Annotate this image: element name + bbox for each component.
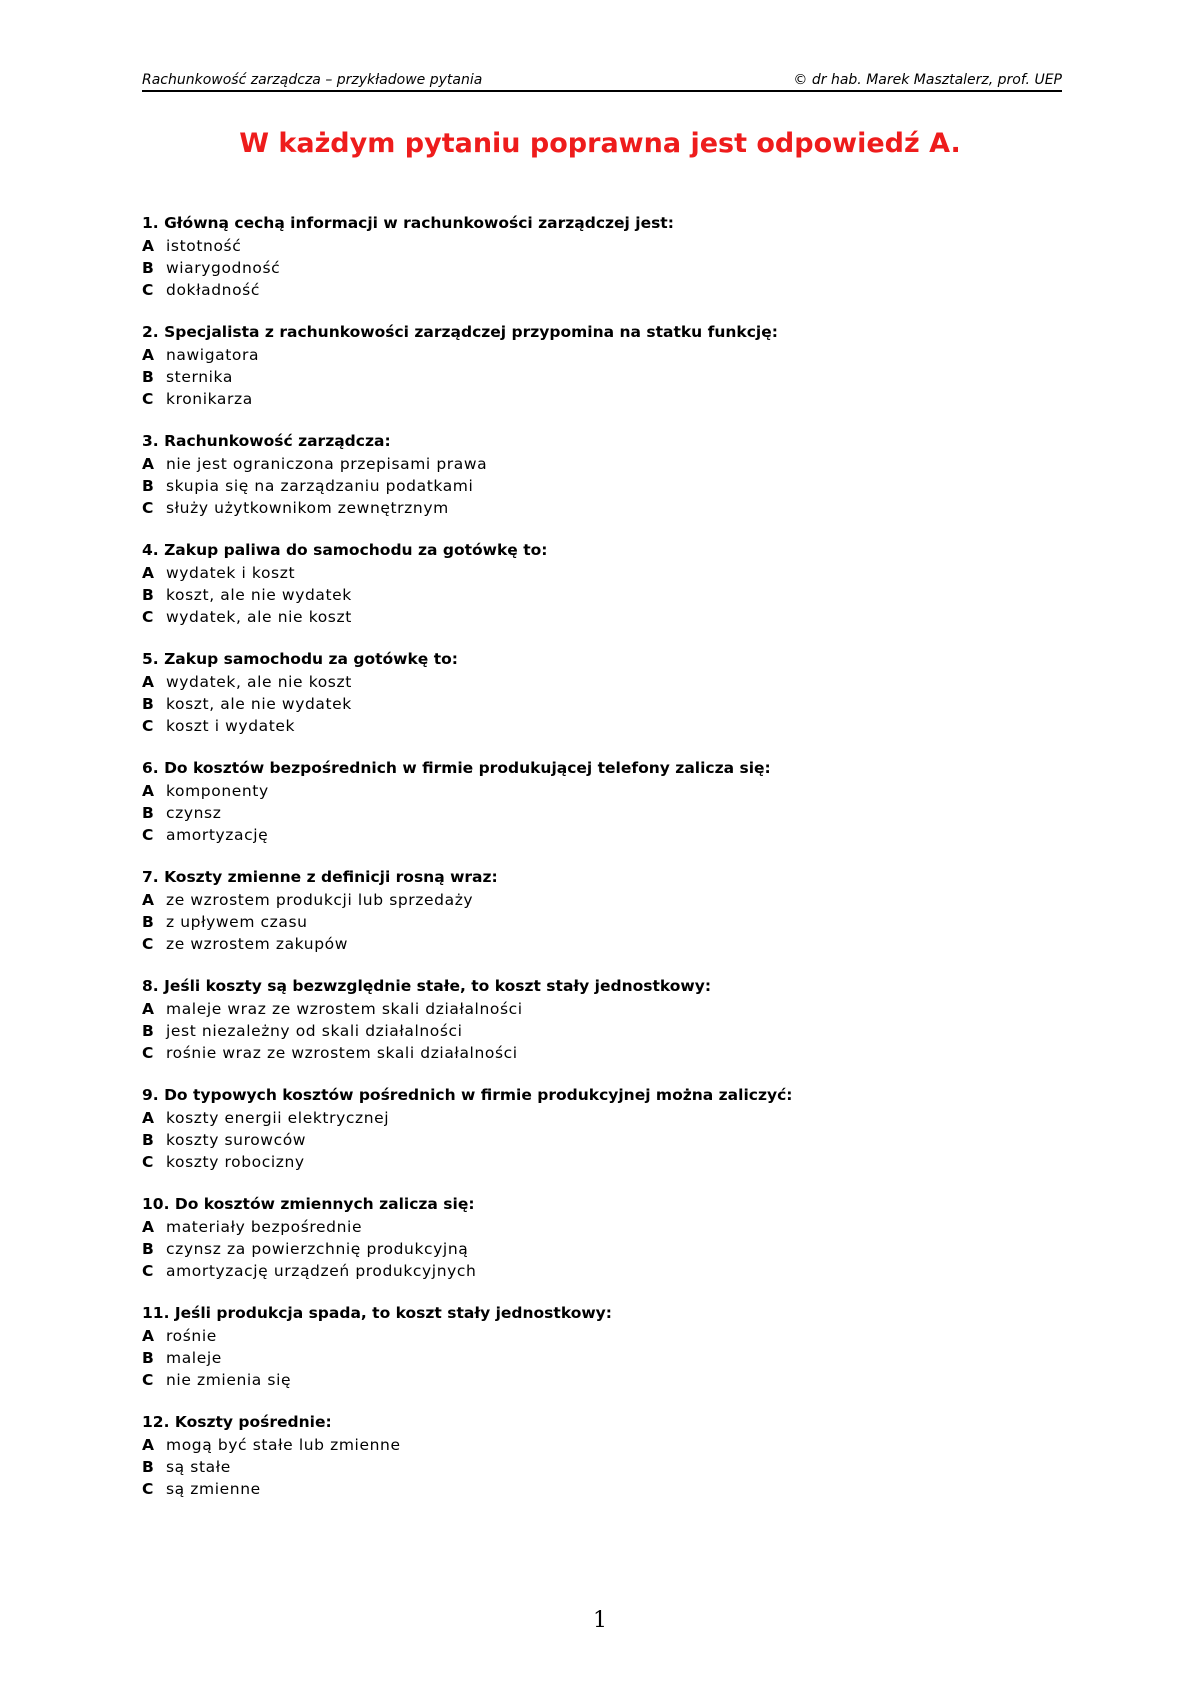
answer-text: koszt, ale nie wydatek xyxy=(166,695,352,713)
answer-option xyxy=(142,693,1062,715)
answer-letter: A xyxy=(142,1000,154,1018)
answer-option xyxy=(142,1042,1062,1064)
question-block xyxy=(142,1303,1062,1391)
answer-letter: A xyxy=(142,237,154,255)
answer-text: kronikarza xyxy=(166,390,253,408)
answer-text: maleje wraz ze wzrostem skali działalności xyxy=(166,1000,523,1018)
answer-text: amortyzację urządzeń produkcyjnych xyxy=(166,1262,477,1280)
answer-letter: C xyxy=(142,1371,154,1389)
question-block xyxy=(142,540,1062,628)
answer-letter: A xyxy=(142,346,154,364)
question-text: 9. Do typowych kosztów pośrednich w firmie produkcyjnej można zaliczyć: xyxy=(142,1086,793,1104)
answer-text: sternika xyxy=(166,368,233,386)
answer-text: koszty energii elektrycznej xyxy=(166,1109,390,1127)
answer-option xyxy=(142,1478,1062,1500)
answer-letter: C xyxy=(142,935,154,953)
answer-letter: A xyxy=(142,1327,154,1345)
answer-text: są zmienne xyxy=(166,1480,261,1498)
answer-letter: C xyxy=(142,390,154,408)
answer-option xyxy=(142,1456,1062,1478)
answer-option xyxy=(142,671,1062,693)
question-block xyxy=(142,976,1062,1064)
answer-text: koszt i wydatek xyxy=(166,717,296,735)
answer-option xyxy=(142,911,1062,933)
answer-text: rośnie wraz ze wzrostem skali działalności xyxy=(166,1044,518,1062)
answer-option xyxy=(142,453,1062,475)
answer-option xyxy=(142,1216,1062,1238)
answer-text: jest niezależny od skali działalności xyxy=(166,1022,463,1040)
answer-text: z upływem czasu xyxy=(166,913,308,931)
answer-letter: B xyxy=(142,368,154,386)
answer-option xyxy=(142,366,1062,388)
answer-letter: B xyxy=(142,1349,154,1367)
answer-option xyxy=(142,780,1062,802)
answer-option xyxy=(142,1107,1062,1129)
answer-text: nie jest ograniczona przepisami prawa xyxy=(166,455,488,473)
question-block xyxy=(142,1412,1062,1500)
answer-option xyxy=(142,715,1062,737)
answer-text: koszty surowców xyxy=(166,1131,307,1149)
answer-option xyxy=(142,1020,1062,1042)
question-text: 4. Zakup paliwa do samochodu za gotówkę to: xyxy=(142,541,548,559)
answer-letter: B xyxy=(142,1458,154,1476)
answer-letter: B xyxy=(142,1131,154,1149)
answer-text: wiarygodność xyxy=(166,259,281,277)
answer-text: dokładność xyxy=(166,281,260,299)
question-text: 10. Do kosztów zmiennych zalicza się: xyxy=(142,1195,475,1213)
answer-option xyxy=(142,257,1062,279)
question-text: 5. Zakup samochodu za gotówkę to: xyxy=(142,650,458,668)
question-text: 2. Specjalista z rachunkowości zarządczej przypomina na statku funkcję: xyxy=(142,323,778,341)
answer-option xyxy=(142,344,1062,366)
answer-text: koszt, ale nie wydatek xyxy=(166,586,352,604)
answer-letter: C xyxy=(142,1262,154,1280)
answer-letter: A xyxy=(142,1436,154,1454)
answer-text: ze wzrostem produkcji lub sprzedaży xyxy=(166,891,474,909)
question-list xyxy=(142,213,1062,1521)
page-header xyxy=(142,72,1062,92)
answer-text: wydatek, ale nie koszt xyxy=(166,673,352,691)
answer-text: służy użytkownikom zewnętrznym xyxy=(166,499,449,517)
question-text: 1. Główną cechą informacji w rachunkowości zarządczej jest: xyxy=(142,214,674,232)
answer-option xyxy=(142,388,1062,410)
answer-option xyxy=(142,824,1062,846)
question-text: 8. Jeśli koszty są bezwzględnie stałe, to koszt stały jednostkowy: xyxy=(142,977,712,995)
answer-letter: C xyxy=(142,281,154,299)
answer-option xyxy=(142,1238,1062,1260)
answer-text: wydatek, ale nie koszt xyxy=(166,608,352,626)
answer-letter: A xyxy=(142,891,154,909)
answer-text: mogą być stałe lub zmienne xyxy=(166,1436,401,1454)
answer-letter: C xyxy=(142,717,154,735)
answer-letter: B xyxy=(142,1240,154,1258)
answer-option xyxy=(142,1325,1062,1347)
answer-letter: A xyxy=(142,1218,154,1236)
answer-option xyxy=(142,1347,1062,1369)
header-author: © dr hab. Marek Masztalerz, prof. UEP xyxy=(793,72,1062,88)
answer-letter: B xyxy=(142,586,154,604)
question-block xyxy=(142,213,1062,301)
answer-option xyxy=(142,279,1062,301)
answer-text: rośnie xyxy=(166,1327,217,1345)
answer-option xyxy=(142,998,1062,1020)
answer-option xyxy=(142,1434,1062,1456)
answer-text: istotność xyxy=(166,237,242,255)
question-text: 7. Koszty zmienne z definicji rosną wraz: xyxy=(142,868,498,886)
answer-letter: B xyxy=(142,804,154,822)
answer-letter: C xyxy=(142,608,154,626)
answer-letter: C xyxy=(142,1044,154,1062)
answer-text: amortyzację xyxy=(166,826,269,844)
question-block xyxy=(142,322,1062,410)
question-block xyxy=(142,649,1062,737)
answer-option xyxy=(142,1260,1062,1282)
answer-text: nie zmienia się xyxy=(166,1371,292,1389)
question-block xyxy=(142,758,1062,846)
answer-text: nawigatora xyxy=(166,346,260,364)
answer-letter: A xyxy=(142,673,154,691)
page-number: 1 xyxy=(593,1608,607,1633)
answer-letter: C xyxy=(142,1153,154,1171)
question-text: 12. Koszty pośrednie: xyxy=(142,1413,332,1431)
answer-letter: A xyxy=(142,455,154,473)
answer-letter: B xyxy=(142,695,154,713)
page-title: W każdym pytaniu poprawna jest odpowiedź A. xyxy=(239,128,961,159)
answer-option xyxy=(142,802,1062,824)
answer-letter: C xyxy=(142,1480,154,1498)
answer-option xyxy=(142,584,1062,606)
answer-text: maleje xyxy=(166,1349,222,1367)
answer-letter: A xyxy=(142,564,154,582)
answer-option xyxy=(142,1129,1062,1151)
answer-text: są stałe xyxy=(166,1458,231,1476)
question-block xyxy=(142,431,1062,519)
answer-option xyxy=(142,1151,1062,1173)
answer-text: czynsz za powierzchnię produkcyjną xyxy=(166,1240,469,1258)
answer-option xyxy=(142,562,1062,584)
answer-text: wydatek i koszt xyxy=(166,564,296,582)
question-block xyxy=(142,1085,1062,1173)
header-course-title: Rachunkowość zarządcza – przykładowe pytania xyxy=(142,72,483,88)
answer-option xyxy=(142,933,1062,955)
answer-letter: C xyxy=(142,499,154,517)
answer-option xyxy=(142,475,1062,497)
question-block xyxy=(142,1194,1062,1282)
question-text: 3. Rachunkowość zarządcza: xyxy=(142,432,391,450)
answer-option xyxy=(142,235,1062,257)
answer-letter: B xyxy=(142,477,154,495)
answer-letter: A xyxy=(142,782,154,800)
answer-letter: B xyxy=(142,259,154,277)
answer-letter: C xyxy=(142,826,154,844)
answer-option xyxy=(142,606,1062,628)
question-text: 6. Do kosztów bezpośrednich w firmie produkującej telefony zalicza się: xyxy=(142,759,771,777)
answer-text: koszty robocizny xyxy=(166,1153,305,1171)
answer-letter: B xyxy=(142,1022,154,1040)
answer-text: materiały bezpośrednie xyxy=(166,1218,363,1236)
answer-letter: A xyxy=(142,1109,154,1127)
answer-text: ze wzrostem zakupów xyxy=(166,935,348,953)
answer-text: komponenty xyxy=(166,782,269,800)
answer-option xyxy=(142,889,1062,911)
question-block xyxy=(142,867,1062,955)
answer-letter: B xyxy=(142,913,154,931)
answer-option xyxy=(142,497,1062,519)
question-text: 11. Jeśli produkcja spada, to koszt stały jednostkowy: xyxy=(142,1304,612,1322)
answer-text: skupia się na zarządzaniu podatkami xyxy=(166,477,474,495)
answer-text: czynsz xyxy=(166,804,222,822)
answer-option xyxy=(142,1369,1062,1391)
